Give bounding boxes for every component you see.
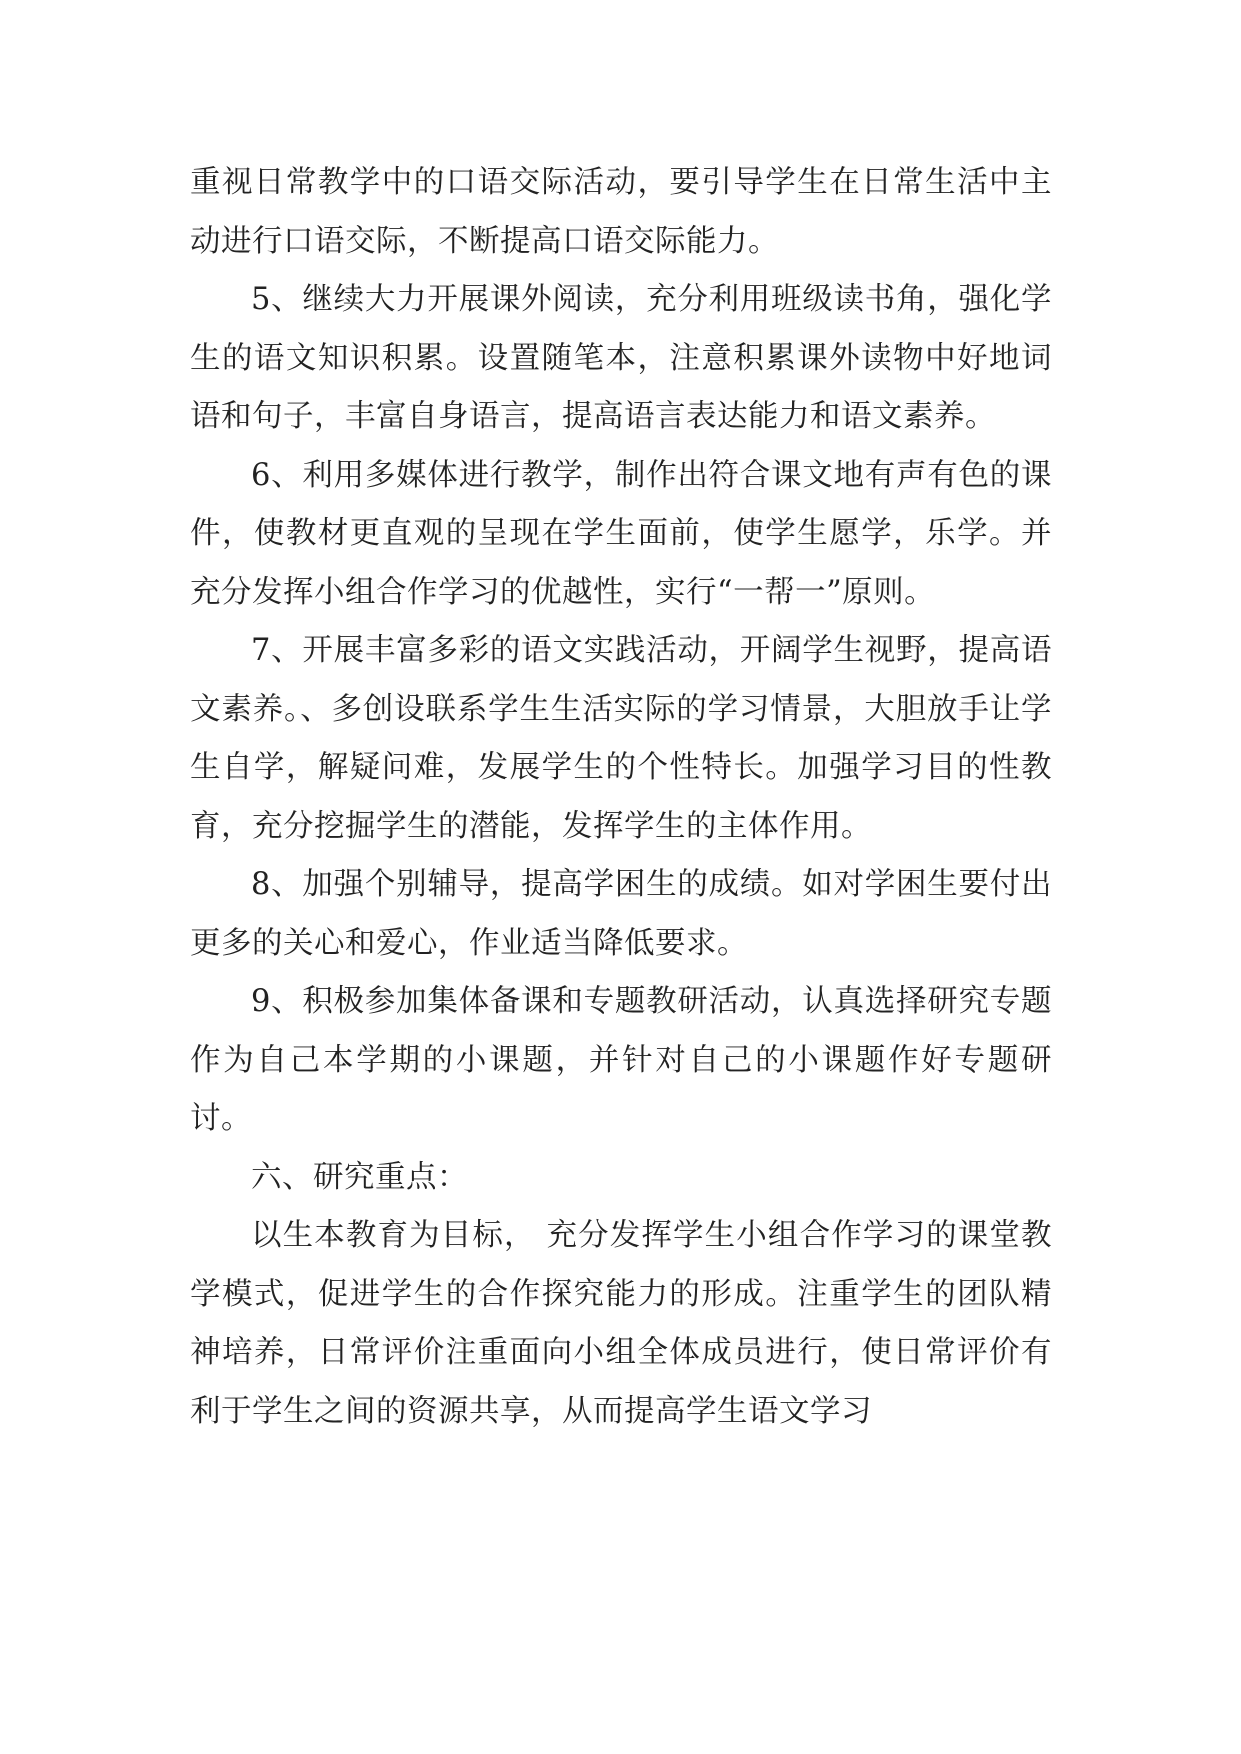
paragraph-item-6: 6、利用多媒体进行教学，制作出符合课文地有声有色的课件，使教材更直观的呈现在学生面前，使学生愿学，乐学。并充分发挥小组合作学习的优越性，实行“一帮一”原则。 <box>190 457 1052 610</box>
paragraph-oral-communication: 重视日常教学中的口语交际活动，要引导学生在日常生活中主动进行口语交际，不断提高口语交际能力。 <box>190 165 1052 259</box>
document-body <box>190 154 1052 1441</box>
paragraph-item-8: 8、加强个别辅导，提高学困生的成绩。如对学困生要付出更多的关心和爱心，作业适当降低要求。 <box>190 867 1052 961</box>
paragraph-item-7: 7、开展丰富多彩的语文实践活动，开阔学生视野，提高语文素养。、多创设联系学生生活实际的学习情景，大胆放手让学生自学，解疑问难，发展学生的个性特长。加强学习目的性教育，充分挖掘学生的潜能，发挥学生的主体作用。 <box>190 633 1052 844</box>
paragraph-research-focus: 以生本教育为目标， 充分发挥学生小组合作学习的课堂教学模式，促进学生的合作探究能力的形成。注重学生的团队精神培养，日常评价注重面向小组全体成员进行，使日常评价有利于学生之间的资源共享，从而提高学生语文学习 <box>190 1218 1052 1429</box>
section-heading-research-focus: 六、研究重点： <box>251 1159 468 1195</box>
paragraph-item-5: 5、继续大力开展课外阅读，充分利用班级读书角，强化学生的语文知识积累。设置随笔本，注意积累课外读物中好地词语和句子，丰富自身语言，提高语言表达能力和语文素养。 <box>190 282 1052 434</box>
paragraph-item-9: 9、积极参加集体备课和专题教研活动，认真选择研究专题作为自己本学期的小课题，并针对自己的小课题作好专题研讨。 <box>190 984 1052 1136</box>
